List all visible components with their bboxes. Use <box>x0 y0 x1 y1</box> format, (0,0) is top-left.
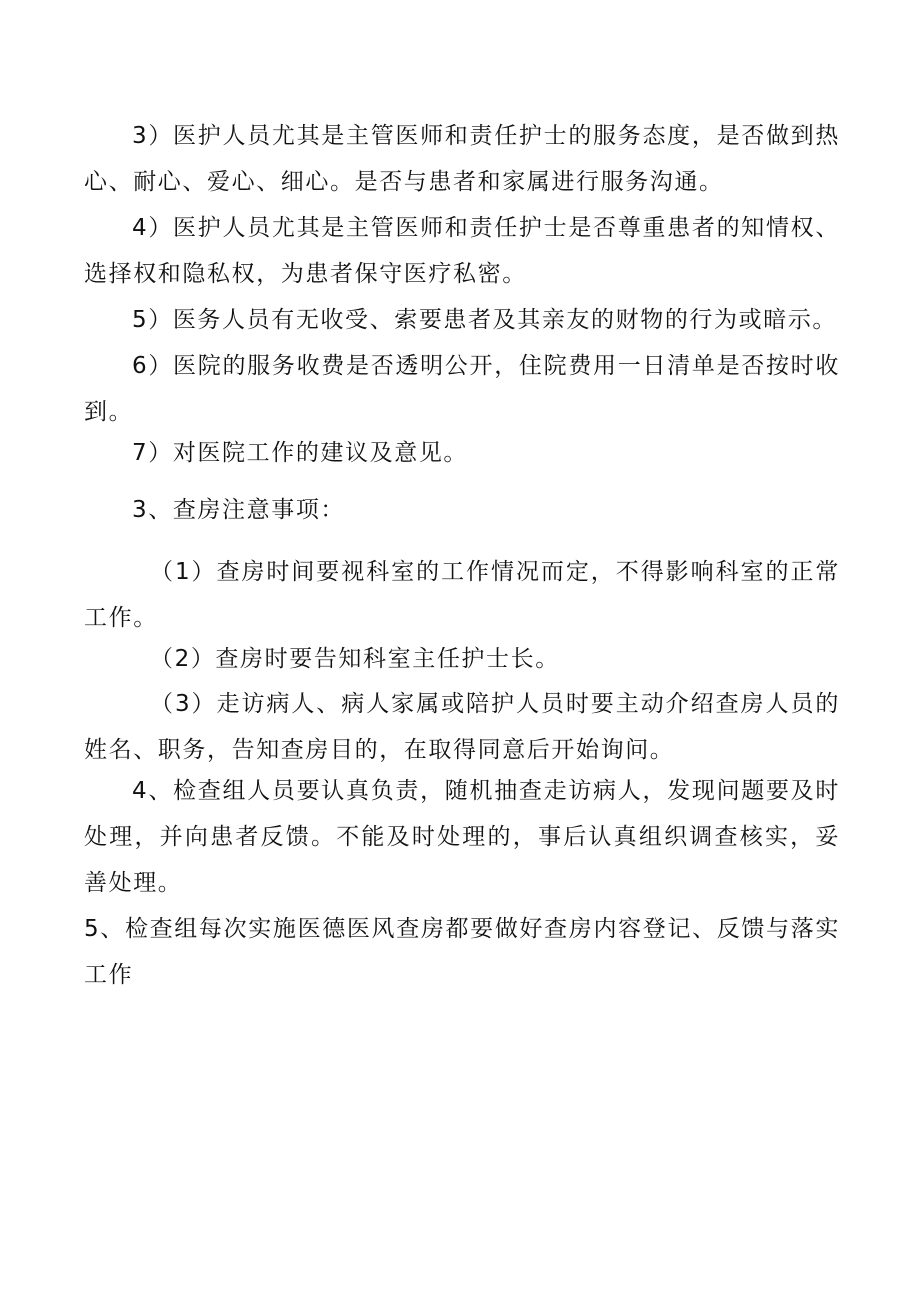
paragraph-record-keeping: 5、检查组每次实施医德医风查房都要做好查房内容登记、反馈与落实工作 <box>84 916 840 988</box>
paragraph-service-attitude: 3）医护人员尤其是主管医师和责任护士的服务态度，是否做到热心、耐心、爱心、细心。是否与患者和家属进行服务沟通。 <box>84 123 840 195</box>
paragraph-round-timing: （1）查房时间要视科室的工作情况而定，不得影响科室的正常工作。 <box>84 559 840 631</box>
section-heading-ward-round-notes: 3、查房注意事项： <box>132 497 346 523</box>
paragraph-visit-patients: （3）走访病人、病人家属或陪护人员时要主动介绍查房人员的姓名、职务，告知查房目的，在取得同意后开始询问。 <box>84 691 840 763</box>
paragraph-fees: 6）医院的服务收费是否透明公开，住院费用一日清单是否按时收到。 <box>84 353 840 425</box>
paragraph-suggestions: 7）对医院工作的建议及意见。 <box>132 440 469 466</box>
paragraph-notify-director: （2）查房时要告知科室主任护士长。 <box>150 646 560 672</box>
paragraph-gifts: 5）医务人员有无收受、索要患者及其亲友的财物的行为或暗示。 <box>132 307 838 333</box>
paragraph-inspection-team: 4、检查组人员要认真负责，随机抽查走访病人，发现问题要及时处理，并向患者反馈。不能及时处理的，事后认真组织调查核实，妥善处理。 <box>84 778 840 896</box>
paragraph-patient-rights: 4）医护人员尤其是主管医师和责任护士是否尊重患者的知情权、选择权和隐私权，为患者保守医疗私密。 <box>84 215 840 287</box>
